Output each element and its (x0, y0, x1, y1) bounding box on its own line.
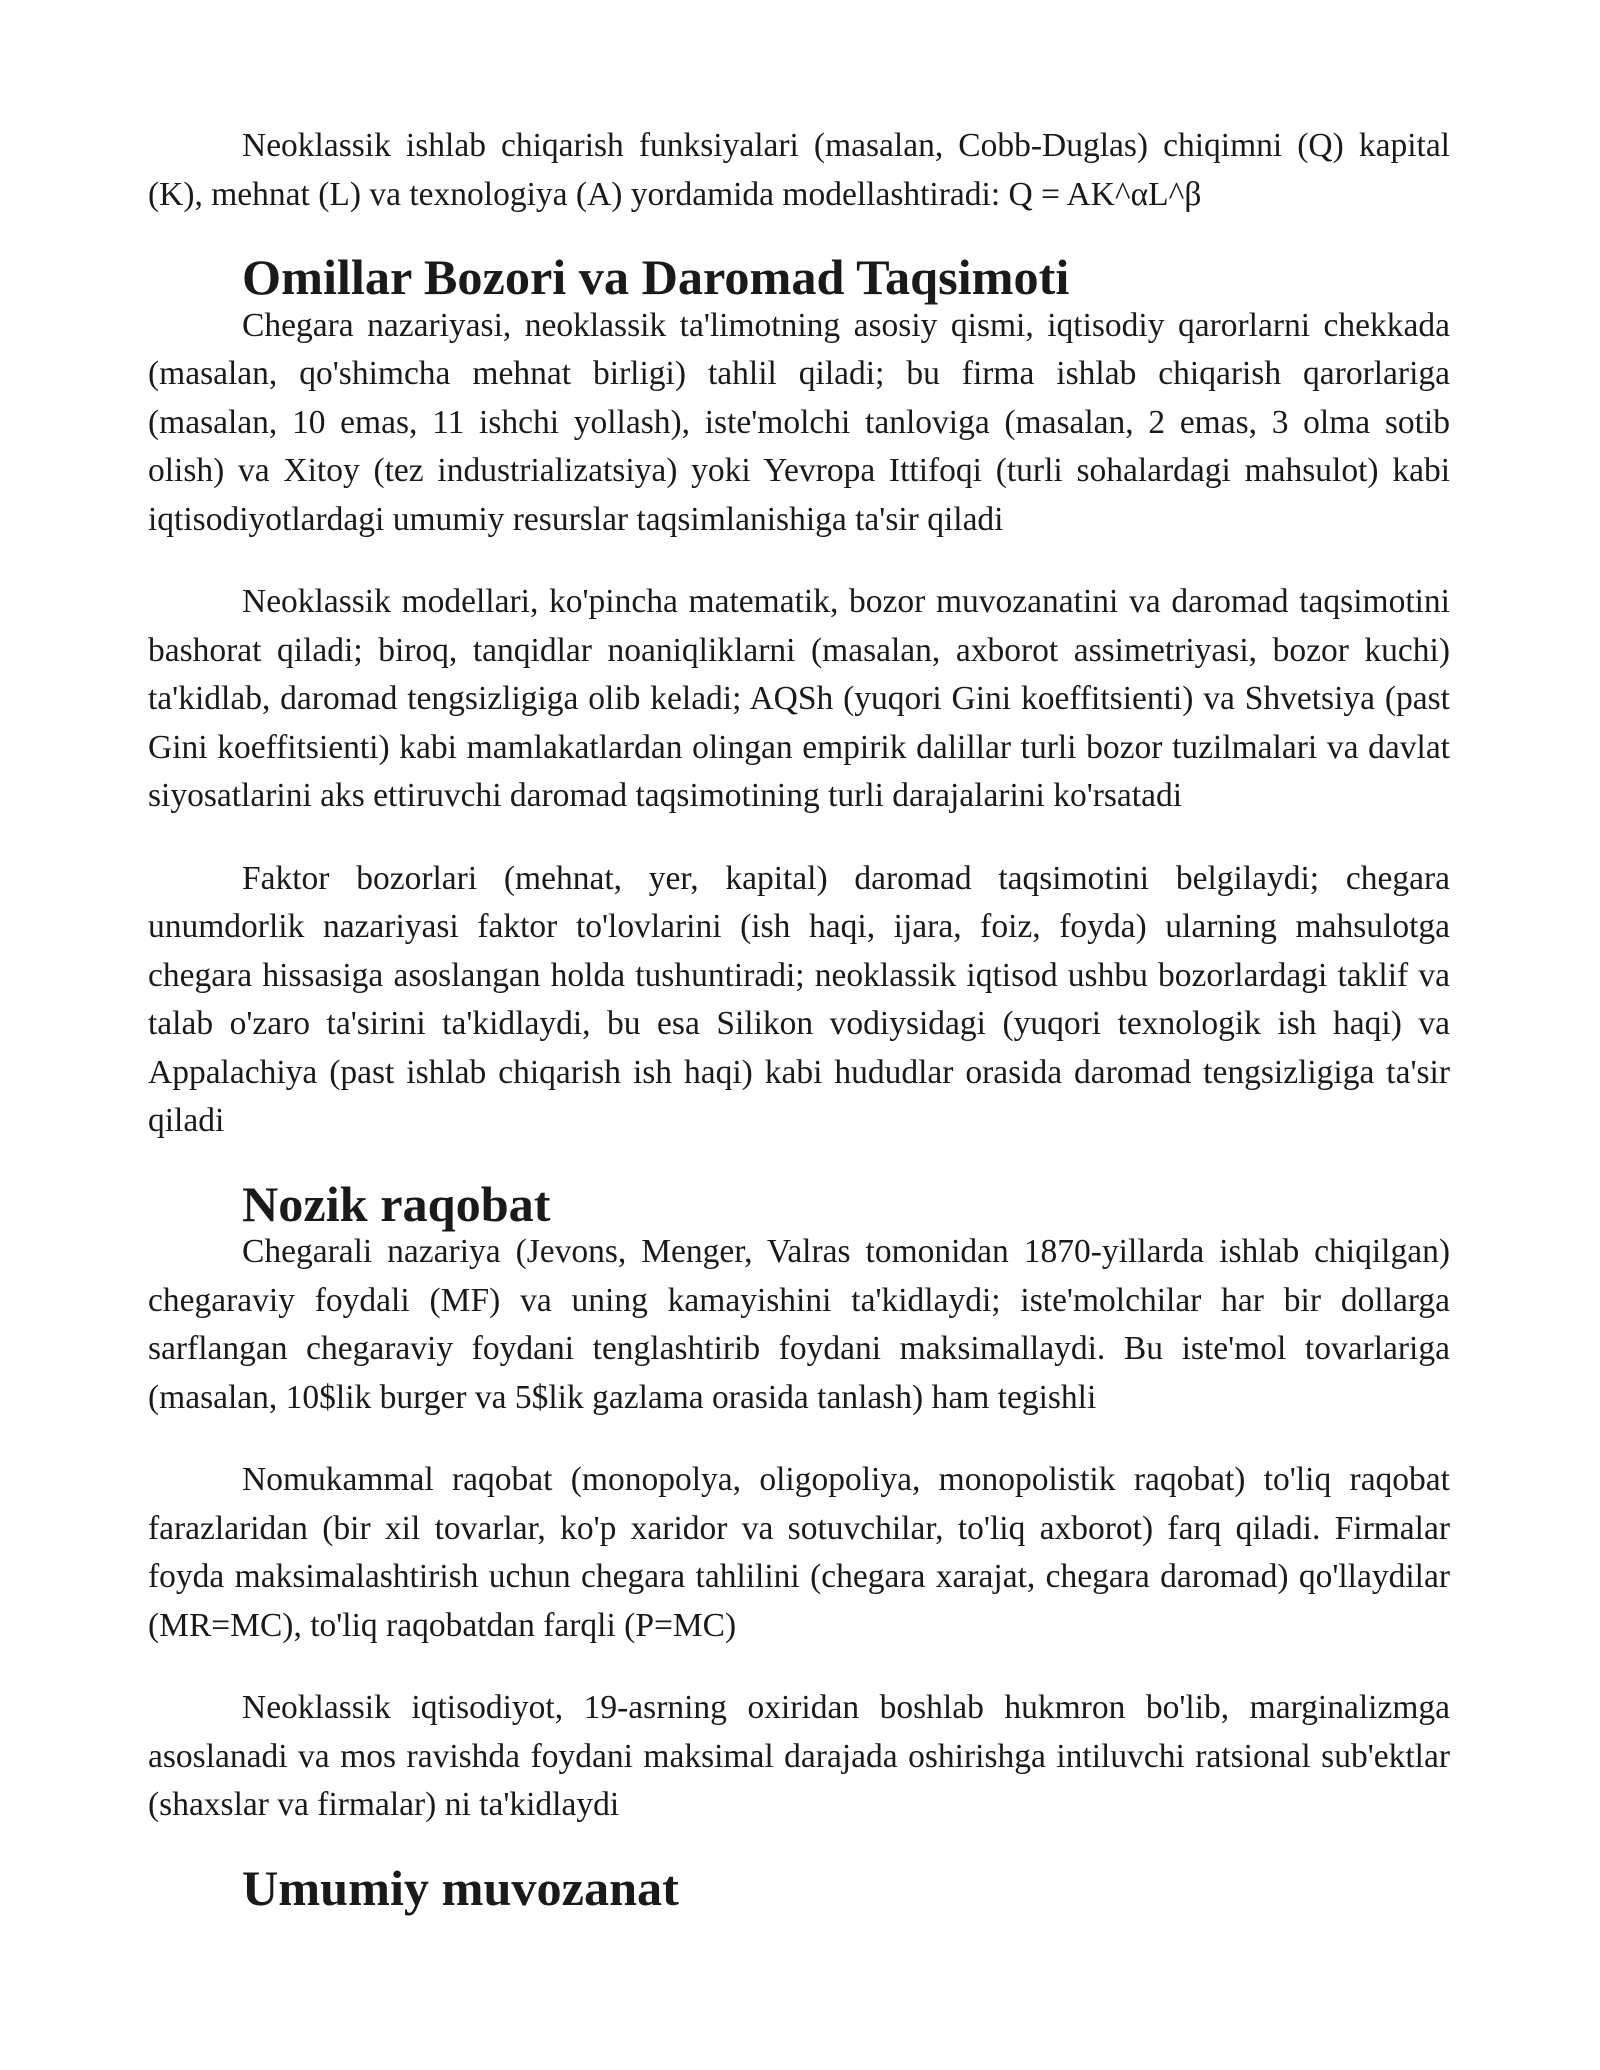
document-page (148, 122, 1450, 1916)
paragraph-neoclassical-models: Neoklassik modellari, ko'pincha matematik, bozor muvozanatini va daromad taqsimotini bashorat qiladi; biroq, tanqidlar noaniqliklarni (masalan, axborot assimetriyasi, bozor kuchi) ta'kidlab, daromad tengsizligiga olib keladi; AQSh (yuqori Gini koeffitsienti) va Shvetsiya (past Gini koeffitsienti) kabi mamlakatlardan olingan empirik dalillar turli bozor tuzilmalari va davlat siyosatlarini aks ettiruvchi daromad taqsimotining turli darajalarini ko'rsatadi (148, 583, 1450, 814)
section-heading-general-equilibrium: Umumiy muvozanat (242, 1859, 679, 1916)
paragraph-production-function: Neoklassik ishlab chiqarish funksiyalari (masalan, Cobb-Duglas) chiqimni (Q) kapital (K), mehnat (L) va texnologiya (A) yordamida modellashtiradi: Q = AK^αL^β (148, 127, 1450, 213)
paragraph-factor-markets: Faktor bozorlari (mehnat, yer, kapital) daromad taqsimotini belgilaydi; chegara unumdorlik nazariyasi faktor to'lovlarini (ish haqi, ijara, foiz, foyda) ularning mahsulotga chegara hissasiga asoslangan holda tushuntiradi; neoklassik iqtisod ushbu bozorlardagi taklif va talab o'zaro ta'sirini ta'kidlaydi, bu esa Silikon vodiysidagi (yuqori texnologik ish haqi) va Appalachiya (past ishlab chiqarish ish haqi) kabi hududlar orasida daromad tengsizligiga ta'sir qiladi (148, 859, 1450, 1139)
paragraph-imperfect-competition: Nomukammal raqobat (monopolya, oligopoliya, monopolistik raqobat) to'liq raqobat farazlaridan (bir xil tovarlar, ko'p xaridor va sotuvchilar, to'liq axborot) farq qiladi. Firmalar foyda maksimalashtirish uchun chegara tahlilini (chegara xarajat, chegara daromad) qo'llaydilar (MR=MC), to'liq raqobatdan farqli (P=MC) (148, 1461, 1450, 1644)
paragraph-gap (148, 821, 1450, 855)
paragraph-gap (148, 1830, 1450, 1864)
paragraph-gap (148, 1650, 1450, 1684)
paragraph-gap (148, 1422, 1450, 1456)
paragraph-neoclassical-economics: Neoklassik iqtisodiyot, 19-asrning oxiridan boshlab hukmron bo'lib, marginalizmga asoslanadi va mos ravishda foydani maksimal darajada oshirishga intiluvchi ratsional sub'ektlar (shaxslar va firmalar) ni ta'kidlaydi (148, 1689, 1450, 1823)
paragraph-gap (148, 219, 1450, 253)
section-heading-factor-markets: Omillar Bozori va Daromad Taqsimoti (242, 249, 1070, 305)
paragraph-marginal-theory: Chegara nazariyasi, neoklassik ta'limotning asosiy qismi, iqtisodiy qarorlarni chekkada (masalan, qo'shimcha mehnat birligi) tahlil qiladi; bu firma ishlab chiqarish qarorlariga (masalan, 10 emas, 11 ishchi yollash), iste'molchi tanloviga (masalan, 2 emas, 3 olma sotib olish) va Xitoy (tez industrializatsiya) yoki Yevropa Ittifoqi (turli sohalardagi mahsulot) kabi iqtisodiyotlardagi umumiy resurslar taqsimlanishiga ta'sir qiladi (148, 306, 1450, 538)
paragraph-marginal-utility: Chegarali nazariya (Jevons, Menger, Valras tomonidan 1870-yillarda ishlab chiqilgan) chegaraviy foydali (MF) va uning kamayishini ta'kidlaydi; iste'molchilar har bir dollarga sarflangan chegaraviy foydani tenglashtirib foydani maksimallaydi. Bu iste'mol tovarlariga (masalan, 10$lik burger va 5$lik gazlama orasida tanlash) ham tegishli (148, 1233, 1450, 1416)
section-heading-competition: Nozik raqobat (242, 1175, 551, 1232)
paragraph-gap (148, 1146, 1450, 1180)
paragraph-gap (148, 544, 1450, 578)
